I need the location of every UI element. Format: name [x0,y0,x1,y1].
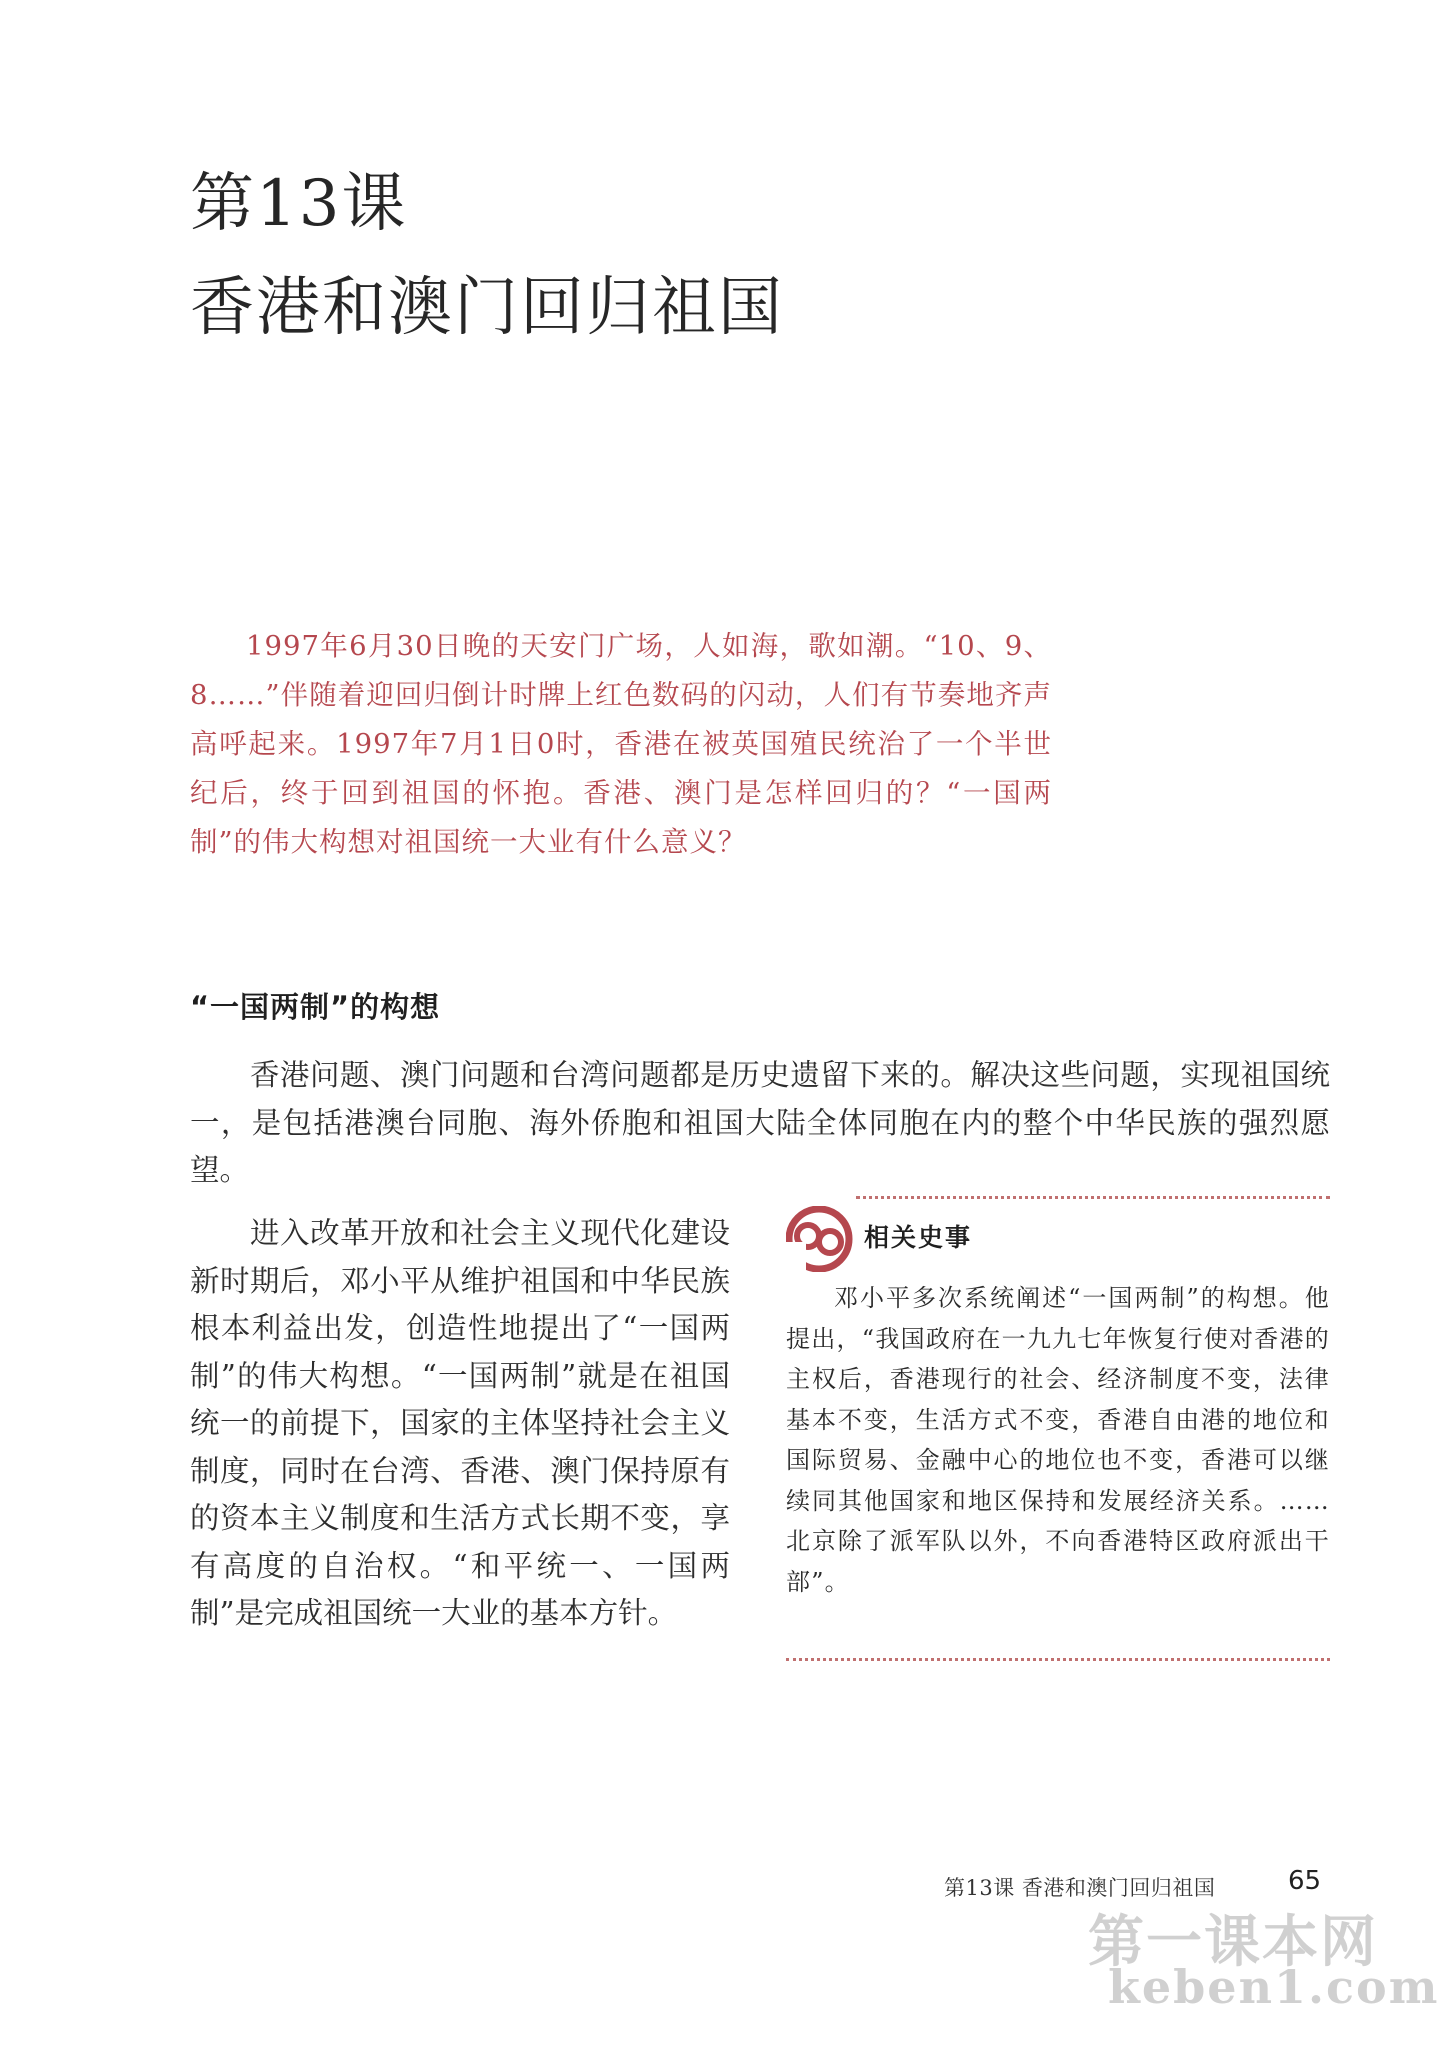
running-footer: 第13课 香港和澳门回归祖国 [944,1876,1216,1900]
body-paragraph-1: 香港问题、澳门问题和台湾问题都是历史遗留下来的。解决这些问题，实现祖国统一，是包括港澳台同胞、海外侨胞和祖国大陆全体同胞在内的整个中华民族的强烈愿望。 [190,1058,1330,1187]
lesson-title [190,152,784,360]
sidebar-title: 相关史事 [864,1223,973,1252]
watermark-url: keben1.com [1108,1960,1440,2014]
body-paragraph-2: 进入改革开放和社会主义现代化建设新时期后，邓小平从维护祖国和中华民族根本利益出发，创造性地提出了“一国两制”的伟大构想。“一国两制”就是在祖国统一的前提下，国家的主体坚持社会主义制度，同时在台湾、香港、澳门保持原有的资本主义制度和生活方式长期不变，享有高度的自治权。“和平统一、一国两制”是完成祖国统一大业的基本方针。 [190,1216,730,1630]
related-history-icon [786,1206,856,1272]
watermark-chinese: 第一课本网 [1088,1909,1378,1975]
sidebar-text: 邓小平多次系统阐述“一国两制”的构想。他提出，“我国政府在一九九七年恢复行使对香港的主权后，香港现行的社会、经济制度不变，法律基本不变，生活方式不变，香港自由港的地位和国际贸易、金融中心的地位也不变，香港可以继续同其他国家和地区保持和发展经济关系。……北京除了派军队以外，不向香港特区政府派出干部”。 [786,1284,1330,1596]
related-history-box [786,1196,1330,1670]
intro-paragraph: 1997年6月30日晚的天安门广场，人如海，歌如潮。“10、9、8……”伴随着迎回归倒计时牌上红色数码的闪动，人们有节奏地齐声高呼起来。1997年7月1日0时，香港在被英国殖民统治了一个半世纪后，终于回到祖国的怀抱。香港、澳门是怎样回归的？“一国两制”的伟大构想对祖国统一大业有什么意义？ [190,630,1052,858]
lesson-number: 第13课 [190,167,408,241]
section-heading: “一国两制”的构想 [190,990,441,1024]
lesson-name: 香港和澳门回归祖国 [190,271,784,345]
sidebar-bottom-divider [786,1658,1330,1661]
page-number: 65 [1288,1866,1322,1896]
sidebar-top-divider [856,1196,1330,1199]
